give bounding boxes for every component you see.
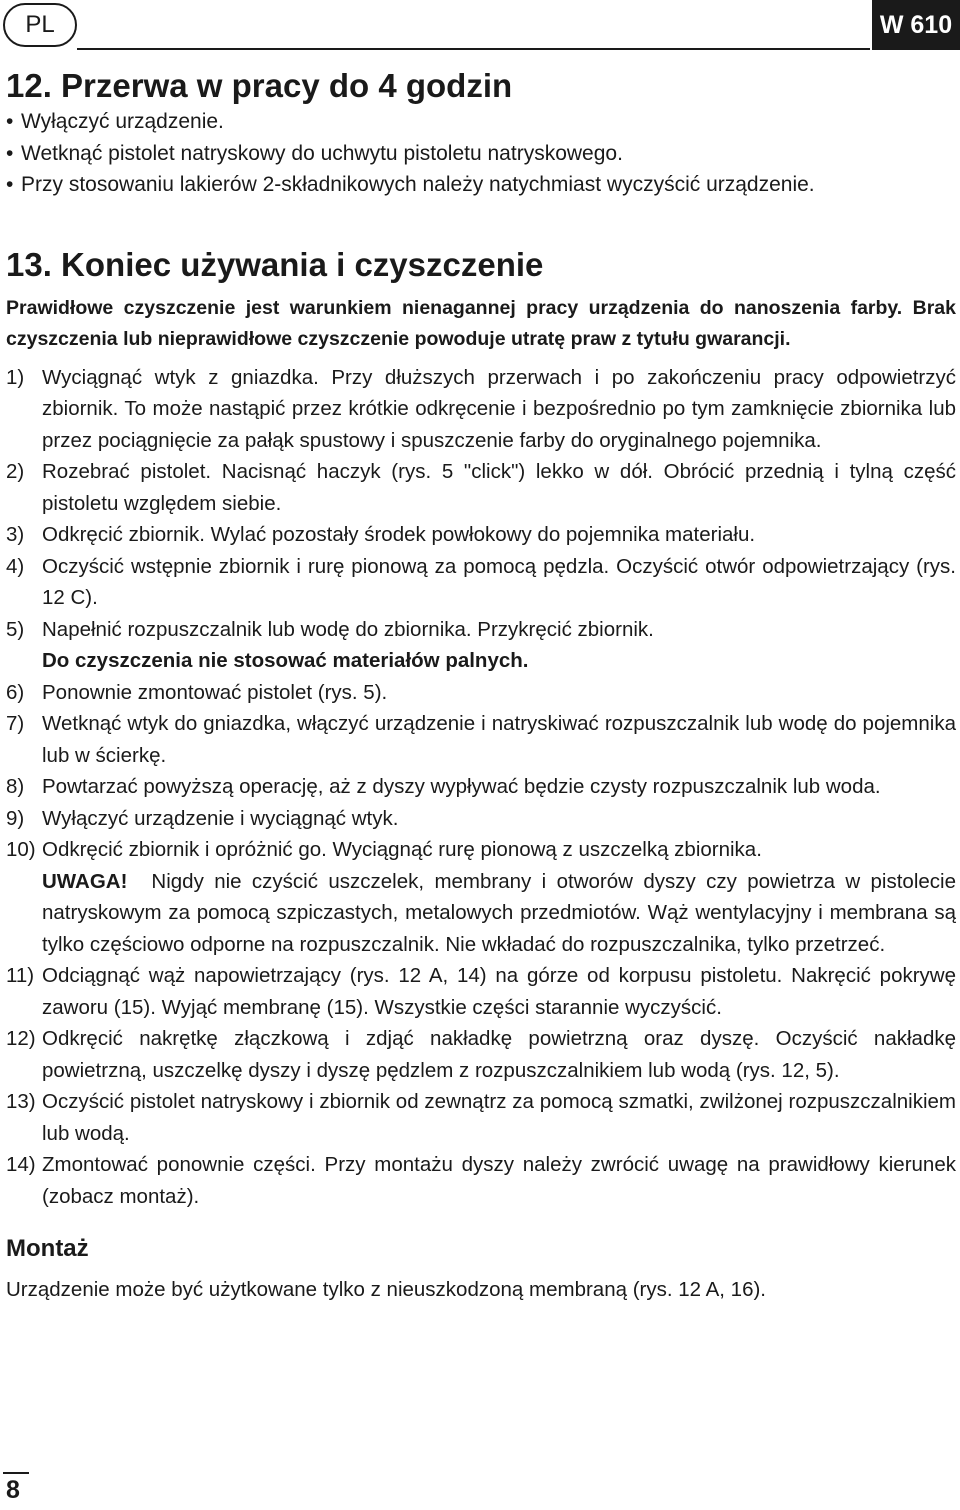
section-13-title: 13. Koniec używania i czyszczenie: [6, 245, 544, 283]
section-12-title: 12. Przerwa w pracy do 4 godzin: [6, 67, 513, 104]
step-9: [6, 803, 956, 835]
step-text: Napełnić rozpuszczalnik lub wodę do zbiornika. Przykręcić zbiornik.: [42, 617, 654, 641]
step-10: [6, 834, 956, 960]
bullet-item: • Wyłączyć urządzenie.: [6, 106, 956, 138]
step-11: [6, 960, 956, 1023]
step-1: [6, 362, 956, 457]
step-text: Odkręcić nakrętkę złączkową i zdjąć nakładkę powietrzną oraz dyszę. Oczyścić nakładkę powietrzną, uszczelkę dyszy i dyszę pędzlem z rozpuszczalnikiem lub wodą (rys. 12, 5).: [42, 1027, 956, 1082]
step-text: Rozebrać pistolet. Nacisnąć haczyk (rys. 5 "click") lekko w dół. Obrócić przednią i tylną część pistoletu względem siebie.: [42, 460, 956, 515]
model-badge: W 610: [872, 0, 960, 50]
step-14: [6, 1149, 956, 1212]
step-number: 6): [6, 680, 25, 704]
montaz-title: Montaż: [6, 1235, 89, 1262]
step-number: 7): [6, 712, 25, 735]
step-number: 2): [6, 460, 25, 483]
step-12: [6, 1023, 956, 1086]
step-text: Odkręcić zbiornik i opróżnić go. Wyciągnąć rurę pionową z uszczelką zbiornika.: [42, 838, 762, 861]
step-note: Do czyszczenia nie stosować materiałów palnych.: [42, 649, 529, 672]
page-content: [6, 66, 956, 1306]
step-number: 4): [6, 554, 25, 578]
step-number: 13): [6, 1090, 36, 1113]
step-4: [6, 551, 956, 614]
step-13: [6, 1086, 956, 1149]
step-text: Oczyścić wstępnie zbiornik i rurę pionową za pomocą pędzla. Oczyścić otwór odpowietrzający (rys. 12 C).: [42, 554, 956, 609]
warning-block: [42, 866, 956, 961]
step-body: [42, 614, 956, 677]
step-text: Powtarzać powyższą operację, aż z dyszy wypływać będzie czysty rozpuszczalnik lub woda.: [42, 775, 881, 798]
step-5: [6, 614, 956, 677]
step-number: 9): [6, 806, 25, 830]
step-7: [6, 708, 956, 771]
step-text: Wyłączyć urządzenie i wyciągnąć wtyk.: [42, 806, 399, 830]
header-divider: [77, 48, 870, 50]
section-13: [6, 245, 956, 1213]
warning-text: Nigdy nie czyścić uszczelek, membrany i otworów dyszy czy powietrza w pistolecie natryskowym za pomocą szpiczastych, metalowych przedmiotów. Wąż wentylacyjny i membrana są tylko częściowo odporne na rozpuszczalnik. Nie wkładać do rozpuszczalnika, tylko przetrzeć.: [42, 869, 956, 956]
step-number: 5): [6, 617, 25, 641]
step-3: [6, 519, 956, 551]
montaz-section: [6, 1232, 956, 1306]
step-text: Wetknąć wtyk do gniazdka, włączyć urządzenie i natryskiwać rozpuszczalnik lub wodę do pojemnika lub w ścierkę.: [42, 712, 956, 767]
step-number: 3): [6, 523, 25, 546]
step-text: Odkręcić zbiornik. Wylać pozostały środek powłokowy do pojemnika materiału.: [42, 523, 756, 546]
warning-label: UWAGA!: [42, 869, 128, 893]
step-2: [6, 456, 956, 519]
step-number: 12): [6, 1027, 36, 1050]
language-badge: PL: [3, 3, 77, 47]
bullet-item: • Przy stosowaniu lakierów 2-składnikowych należy natychmiast wyczyścić urządzenie.: [6, 169, 956, 201]
page-header: [0, 0, 960, 54]
step-number: 11): [6, 964, 35, 987]
step-number: 10): [6, 838, 36, 861]
step-text: Odciągnąć wąż napowietrzający (rys. 12 A, 14) na górze od korpusu pistoletu. Nakręcić pokrywę zaworu (15). Wyjąć membranę (15). Wszystkie części starannie wyczyścić.: [42, 964, 956, 1019]
step-number: 8): [6, 775, 25, 798]
step-6: [6, 677, 956, 709]
bullet-item: • Wetknąć pistolet natryskowy do uchwytu pistoletu natryskowego.: [6, 138, 956, 170]
footer-divider: [3, 1472, 29, 1474]
section-12: [6, 66, 956, 201]
step-text: Zmontować ponownie części. Przy montażu dyszy należy zwrócić uwagę na prawidłowy kierunek (zobacz montaż).: [42, 1153, 956, 1208]
step-text: Oczyścić pistolet natryskowy i zbiornik od zewnątrz za pomocą szmatki, zwilżonej rozpuszczalnikiem lub wodą.: [42, 1090, 956, 1145]
step-number: 1): [6, 365, 25, 389]
section-13-intro: Prawidłowe czyszczenie jest warunkiem nienagannej pracy urządzenia do nanoszenia farby. Brak czyszczenia lub nieprawidłowe czyszczenie powoduje utratę praw z tytułu gwarancji.: [6, 296, 956, 350]
section-12-bullets: [6, 106, 956, 201]
step-number: 14): [6, 1153, 36, 1176]
montaz-text: Urządzenie może być użytkowane tylko z nieuszkodzoną membraną (rys. 12 A, 16).: [6, 1278, 766, 1301]
step-text: Ponownie zmontować pistolet (rys. 5).: [42, 680, 388, 704]
cleaning-steps: [6, 362, 956, 1213]
page-number: 8: [6, 1476, 20, 1504]
step-text: Wyciągnąć wtyk z gniazdka. Przy dłuższych przerwach i po zakończeniu pracy odpowietrzyć zbiornik. To może nastąpić przez krótkie odkręcenie i bezpośrednio po tym zamknięcie zbiornika lub przez pociągnięcie za pałąk spustowy i spuszczenie farby do oryginalnego pojemnika.: [42, 365, 956, 452]
step-8: [6, 771, 956, 803]
step-body: [42, 834, 956, 960]
